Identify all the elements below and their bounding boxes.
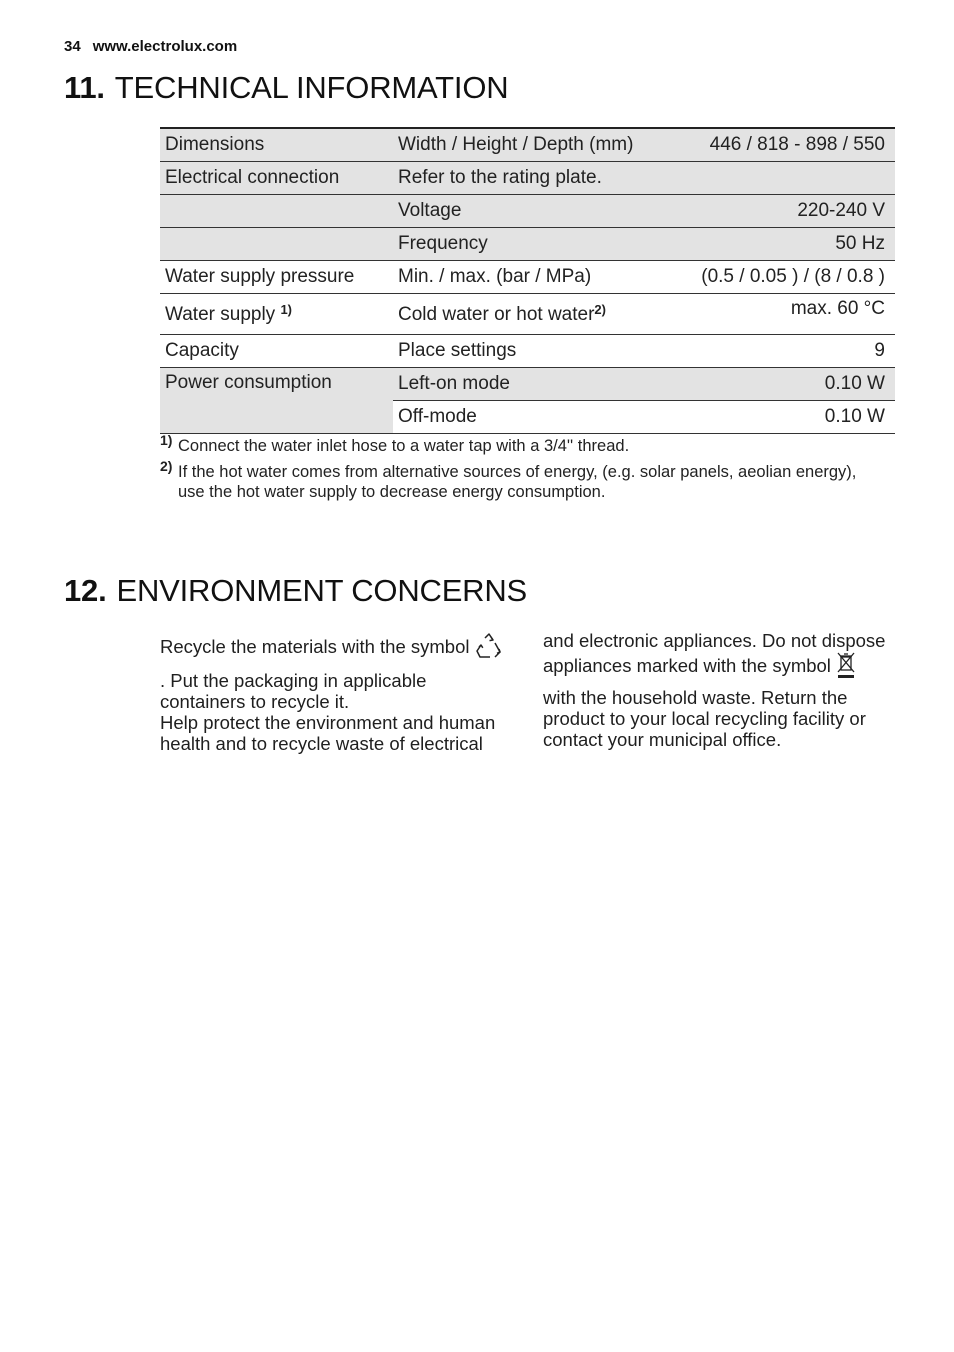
footnote — [160, 458, 880, 502]
footnotes — [160, 432, 880, 508]
paragraph — [543, 630, 893, 683]
row-value: 9 — [678, 335, 895, 368]
section-title-environment-concerns — [64, 573, 527, 609]
paragraph: . Put the packaging in applicable containers to recycle it. — [160, 670, 427, 712]
section-title-technical-information — [64, 70, 508, 106]
table-row — [160, 261, 895, 294]
section-number: 11. — [64, 70, 105, 105]
footnote-mark: 1) — [160, 432, 173, 448]
row-parameter-text: Cold water or hot water — [398, 304, 595, 325]
dispose-sentence: and electronic appliances. Do not dispose appliances marked with the symbol — [543, 630, 886, 676]
recycle-icon — [475, 632, 503, 664]
table-row — [160, 128, 895, 162]
row-parameter: Voltage — [393, 195, 678, 228]
paragraph — [160, 632, 510, 664]
row-value: (0.5 / 0.05 ) / (8 / 0.8 ) — [678, 261, 895, 294]
row-parameter: Frequency — [393, 228, 678, 261]
row-parameter: Min. / max. (bar / MPa) — [393, 261, 678, 294]
row-parameter: Place settings — [393, 335, 678, 368]
table-row — [160, 368, 895, 401]
row-value: 220-240 V — [678, 195, 895, 228]
row-label: Power consumption — [160, 368, 393, 434]
row-parameter: Left-on mode — [393, 368, 678, 401]
footnote-ref: 2) — [594, 302, 606, 317]
row-label — [160, 195, 393, 228]
section-number: 12. — [64, 573, 107, 608]
row-parameter: Refer to the rating plate. — [393, 162, 678, 195]
section-title-text: TECHNICAL INFORMATION — [114, 70, 509, 105]
row-value: 446 / 818 - 898 / 550 — [678, 128, 895, 162]
technical-info-table — [160, 127, 895, 434]
row-label: Electrical connection — [160, 162, 393, 195]
footnote — [160, 432, 880, 456]
row-value: 0.10 W — [678, 401, 895, 434]
row-label: Dimensions — [160, 128, 393, 162]
row-label — [160, 294, 393, 335]
row-label-text: Water supply — [165, 304, 276, 325]
row-value: max. 60 °C — [678, 294, 895, 335]
row-parameter: Width / Height / Depth (mm) — [393, 128, 678, 162]
page-header — [64, 38, 237, 55]
row-value — [678, 162, 895, 195]
paragraph: with the household waste. Return the product to your local recycling facility or contact your municipal office. — [543, 687, 866, 750]
section-title-text: ENVIRONMENT CONCERNS — [116, 573, 528, 608]
footnote-text: If the hot water comes from alternative sources of energy, (e.g. solar panels, aeolian energy), use the hot water supply to decrease energy consumption. — [178, 463, 857, 501]
table-row — [160, 195, 895, 228]
row-label: Capacity — [160, 335, 393, 368]
table-row — [160, 294, 895, 335]
row-value: 0.10 W — [678, 368, 895, 401]
footnote-text: Connect the water inlet hose to a water tap with a 3/4'' thread. — [178, 437, 630, 455]
environment-text-right — [543, 630, 893, 750]
row-value: 50 Hz — [678, 228, 895, 261]
row-parameter: Off-mode — [393, 401, 678, 434]
row-parameter — [393, 294, 678, 335]
footnote-ref: 1) — [280, 302, 293, 317]
paragraph: Help protect the environment and human health and to recycle waste of electrical — [160, 712, 496, 754]
recycle-sentence: Recycle the materials with the symbol — [160, 635, 470, 657]
page-number: 34 — [64, 38, 81, 55]
table-row — [160, 162, 895, 195]
footnote-mark: 2) — [160, 458, 173, 474]
website-url[interactable]: www.electrolux.com — [92, 38, 238, 55]
table-row — [160, 228, 895, 261]
crossed-bin-icon — [836, 651, 856, 683]
environment-text-left — [160, 632, 510, 754]
row-label — [160, 228, 393, 261]
row-label: Water supply pressure — [160, 261, 393, 294]
table-row — [160, 335, 895, 368]
